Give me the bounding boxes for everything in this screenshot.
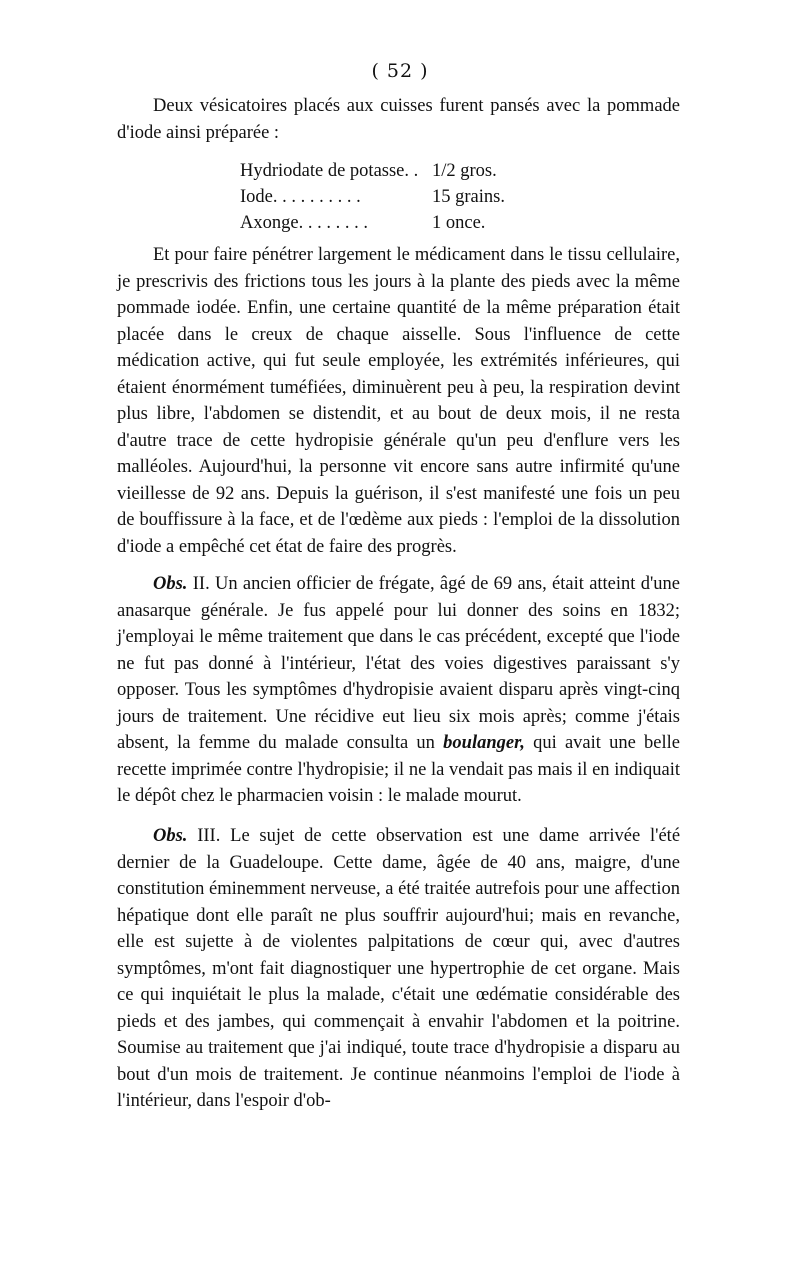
page-number: ( 52 ) [371, 60, 429, 82]
recipe-item-name: Iode. . . . . . . . . . [240, 187, 361, 207]
recipe-item-name: Axonge. . . . . . . . [240, 213, 368, 233]
paragraph-obs-3 [117, 823, 680, 1115]
recipe-item-quantity: 1 once. [432, 213, 486, 233]
recipe-item-axonge [240, 210, 505, 236]
obs-number: II. [192, 574, 210, 594]
recipe-item-name: Hydriodate de potasse. . [240, 161, 419, 181]
obs-2-emphasis: boulanger, [443, 733, 525, 753]
obs-label: Obs. [153, 574, 188, 594]
intro-text: Deux vésicatoires placés aux cuisses furent pansés avec la pommade d'iode ainsi préparée : [117, 96, 680, 143]
paragraph-treatment [117, 242, 680, 560]
obs-3-text: Le sujet de cette observation est une dame arrivée l'été dernier de la Guadeloupe. Cette dame, âgée de 40 ans, maigre, d'une constitution éminemment nerveuse, a été traitée autrefois pour une affection hépatique dont elle paraît ne plus souffrir aujourd'hui; mais en revanche, elle est sujette à de violentes palpitations de cœur qui, avec d'autres symptômes, m'ont fait diagnostiquer une hypertrophie de cet organe. Mais ce qui inquiétait le plus la malade, c'était une œdématie considérable des pieds et des jambes, qui commençait à envahir l'abdomen et la poitrine. Soumise au traitement que j'ai indiqué, toute trace d'hydropisie a disparu au bout d'un mois de traitement. Je continue néanmoins l'emploi de l'iode à l'intérieur, dans l'espoir d'ob- [117, 826, 681, 1111]
paragraph-treatment-text: Et pour faire pénétrer largement le médicament dans le tissu cellulaire, je prescrivis des frictions tous les jours à la plante des pieds avec la même pommade iodée. Enfin, une certaine quantité de la même préparation était placée dans le creux de chaque aisselle. Sous l'influence de cette médication active, qui fut seule employée, les extrémités inférieures, qui étaient énormément tuméfiées, diminuèrent peu à peu, la respiration devint plus libre, l'abdomen se distendit, et au bout de deux mois, il ne resta d'autre trace de cette hydropisie générale qu'un peu d'enflure vers les malléoles. Aujourd'hui, la personne vit encore sans autre infirmité qu'une vieillesse de 92 ans. Depuis la guérison, il s'est manifesté une fois un peu de bouffissure à la face, et de l'œdème aux pieds : l'emploi de la dissolution d'iode a empêché cet état de faire des progrès. [117, 245, 680, 557]
paragraph-obs-3-text [117, 823, 680, 1115]
paragraph-obs-2 [117, 571, 680, 810]
obs-2-text-before: Un ancien officier de frégate, âgé de 69 ans, était atteint d'une anasarque générale. Je fus appelé pour lui donner des soins en 1832; j'employai le même traitement que dans le cas précédent, excepté que l'iode ne fut pas donné à l'intérieur, l'état des voies digestives paraissant s'y opposer. Tous les symptômes d'hydropisie avaient disparu après vingt-cinq jours de traitement. Une récidive eut lieu six mois après; comme j'étais absent, la femme du malade consulta un [117, 574, 681, 753]
paragraph-obs-2-text [117, 571, 680, 810]
intro-paragraph [117, 93, 680, 146]
recipe-item-hydriodate [240, 158, 505, 184]
obs-2-text-after: qui avait une belle recette imprimée contre l'hydropisie; il ne la vendait pas mais il en indiquait le dépôt chez le pharmacien voisin : le malade mourut. [117, 733, 680, 806]
recipe-list [240, 158, 505, 236]
recipe-item-quantity: 1/2 gros. [432, 161, 497, 181]
recipe-item-iode [240, 184, 505, 210]
obs-label: Obs. [153, 826, 188, 846]
obs-number: III. [197, 826, 221, 846]
recipe-item-quantity: 15 grains. [432, 187, 505, 207]
